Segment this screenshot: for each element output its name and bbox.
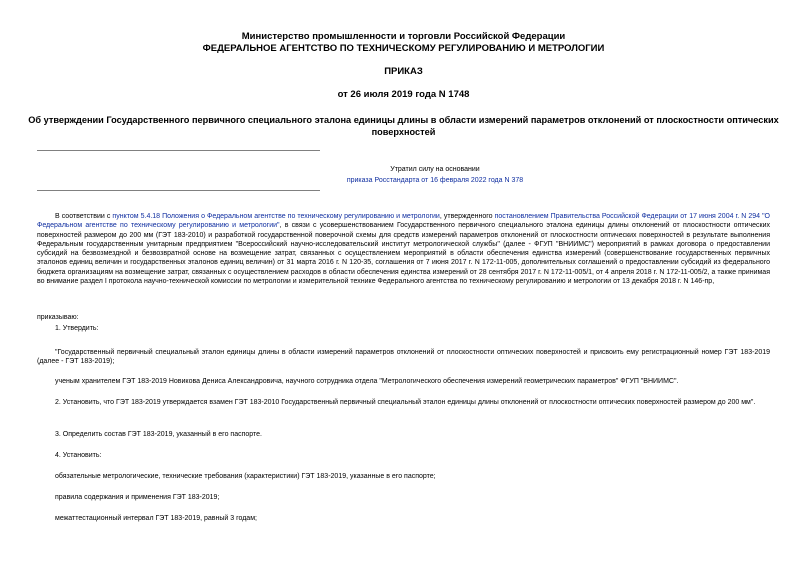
status-label: Утратил силу на основании [390, 166, 480, 173]
document-type: ПРИКАЗ [384, 66, 423, 77]
item-3: 3. Определить состав ГЭТ 183-2019, указанный в его паспорте. [55, 431, 262, 438]
document-date-number: от 26 июля 2019 года N 1748 [337, 89, 470, 100]
preamble-text-3: , в связи с усовершенствованием Государственного первичного специального эталона единицы длины отклонений от плоскостности оптических поверхностей размером до 200 мм (ГЭТ 183-2010) и разработкой государственной поверочной схемы для средств измерений параметров отклонений от плоскостности оптических поверхностей в результате выполнения Федеральным государственным унитарным предприятием "Всероссийский научно-исследовательский институт метрологической службы" (далее - ФГУП "ВНИИМС") мероприятий в рамках договора о предоставлении субсидий на безвозмездной и безвозвратной основе на возмещение затрат, связанных с осуществлением мероприятий в области обеспечения единства измерений (совершенствование государственных первичных эталонов единиц величин и государственных эталонов единиц величин) от 31 марта 2016 г. N 120-35, соглашения от 7 июня 2017 г. N 172-11-005, дополнительных соглашений о предоставлении субсидий из федерального бюджета организациям на возмещение затрат, связанных с осуществлением расходов в области обеспечения единства измерений от 28 сентября 2017 г. N 172-11-005/1, от 4 апреля 2018 г. N 172-11-005/2, а также принимая во внимание раздел I протокола научно-технической комиссии по метрологии и измерительной технике Федерального агентства по техническому регулированию и метрологии от 13 декабря 2018 г. N 146-пр, [37, 222, 770, 286]
item-4-rules: правила содержания и применения ГЭТ 183-2019; [55, 494, 220, 501]
item-2: 2. Установить, что ГЭТ 183-2019 утверждается взамен ГЭТ 183-2010 Государственный первичный специальный эталон единицы длины отклонений от плоскостности оптических поверхностей размером до 200 мм". [55, 399, 756, 406]
preamble-paragraph [37, 212, 770, 286]
item-4: 4. Установить: [55, 452, 102, 459]
document-title-line-1: Об утверждении Государственного первичного специального эталона единицы длины в области измерений параметров отклонений от плоскостности оптических [28, 115, 779, 125]
agency-heading: ФЕДЕРАЛЬНОЕ АГЕНТСТВО ПО ТЕХНИЧЕСКОМУ РЕГУЛИРОВАНИЮ И МЕТРОЛОГИИ [202, 43, 605, 54]
preamble-text-2: , утвержденного [439, 213, 495, 220]
item-4-interval: межаттестационный интервал ГЭТ 183-2019, равный 3 годам; [55, 515, 257, 522]
preamble-text-1: В соответствии с [55, 213, 113, 220]
regulation-link[interactable]: пунктом 5.4.18 Положения о Федеральном агентстве по техническому регулированию и метрологии [112, 213, 440, 220]
divider-top [37, 150, 320, 151]
ministry-heading: Министерство промышленности и торговли Российской Федерации [241, 31, 566, 42]
repeal-order-link[interactable]: приказа Росстандарта от 16 февраля 2022 года N 378 [346, 177, 524, 184]
item-1-standard: "Государственный первичный специальный эталон единицы длины в области измерений параметров отклонений от плоскостности оптических поверхностей и присвоить ему регистрационный номер ГЭТ 183-2019 (далее - ГЭТ 183-2019); [37, 349, 770, 366]
item-1: 1. Утвердить: [55, 325, 99, 332]
divider-bottom [37, 190, 320, 191]
government-decree-link[interactable]: постановлением Правительства Российской Федерации от 17 июня 2004 г. N 294 "О Федеральном агентстве по техническому регулированию и метрологии" [37, 213, 771, 230]
document-title-line-2: поверхностей [371, 127, 436, 137]
order-word: приказываю: [37, 314, 79, 321]
item-1-keeper: ученым хранителем ГЭТ 183-2019 Новикова Дениса Александровича, научного сотрудника отдела "Метрологического обеспечения измерений геометрических параметров" ФГУП "ВНИИМС". [55, 378, 679, 385]
item-4-requirements: обязательные метрологические, технические требования (характеристики) ГЭТ 183-2019, указанные в его паспорте; [55, 473, 436, 480]
